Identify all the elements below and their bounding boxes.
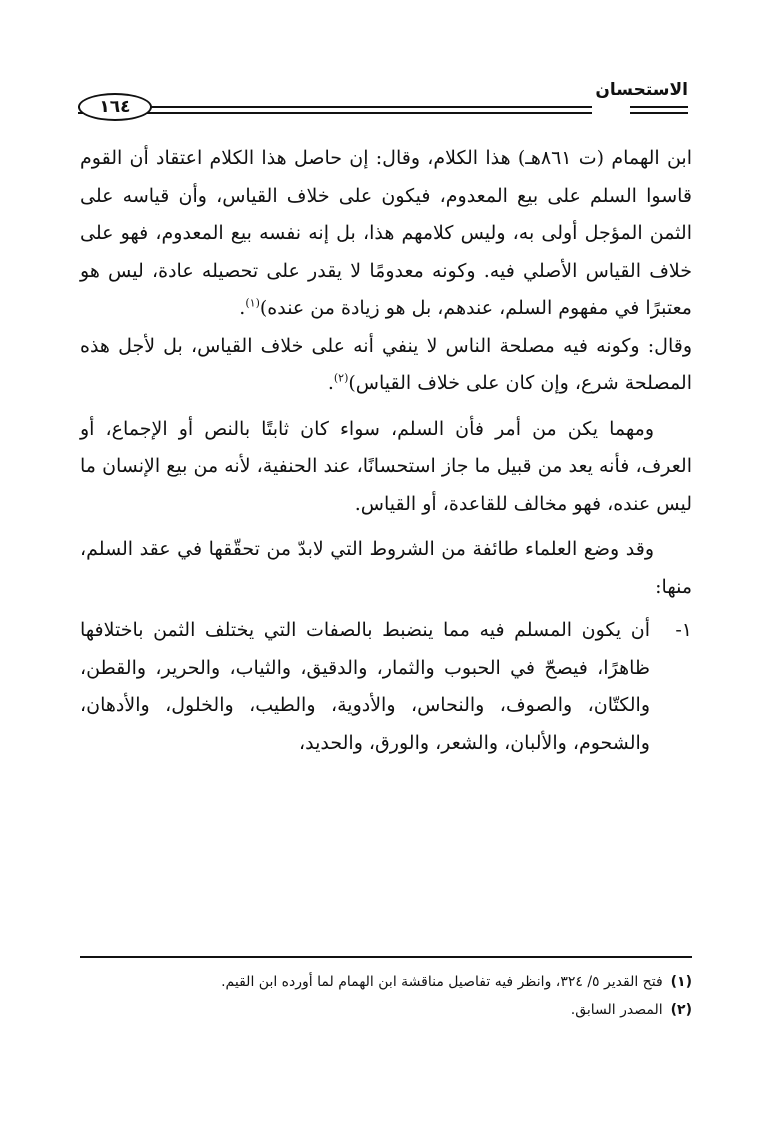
footnote-divider bbox=[80, 956, 692, 958]
header-rule bbox=[78, 106, 592, 108]
list-item-number: ١- bbox=[675, 619, 692, 641]
header-rule bbox=[78, 112, 592, 114]
footnote bbox=[80, 968, 692, 996]
paragraph-1 bbox=[80, 140, 692, 328]
page-header bbox=[78, 80, 688, 126]
paragraph-4: وقد وضع العلماء طائفة من الشروط التي لابدّ من تحقّقها في عقد السلم، منها: bbox=[80, 538, 692, 598]
paragraph-3: ومهما يكن من أمر فأن السلم، سواء كان ثابتًا بالنص أو الإجماع، أو العرف، فأنه يعد من قبيل ما جاز استحسانًا، عند الحنفية، لأنه من بيع الإنسان ما ليس عنده، فهو مخالف للقاعدة، أو القياس. bbox=[80, 417, 692, 515]
paragraph-end: . bbox=[327, 372, 334, 394]
footnote-text: فتح القدير ٥/ ٣٢٤، وانظر فيه تفاصيل مناقشة ابن الهمام لما أورده ابن القيم. bbox=[221, 974, 663, 990]
list-item-text: أن يكون المسلم فيه مما ينضبط بالصفات التي يختلف الثمن باختلافها ظاهرًا، فيصحّ في الحبوب والثمار، والدقيق، والثياب، والحرير، والقطن، والكتّان، والصوف، والنحاس، والأدوية، والطيب، والخلول، والأدهان، والشحوم، والألبان، والشعر، والورق، والحديد، bbox=[80, 619, 650, 754]
page-number: ١٦٤ bbox=[78, 93, 152, 121]
footnote-ref[interactable]: (٢) bbox=[333, 371, 349, 385]
paragraph-text: ابن الهمام (ت ٨٦١هـ) هذا الكلام، وقال: إن حاصل هذا الكلام اعتقاد أن القوم قاسوا السلم على بيع المعدوم، فيكون على خلاف القياس، وأن قياسه على الثمن المؤجل أولى به، وليس كلامهم هذا، بل إنه نفسه بيع المعدوم، فهو على خلاف القياس الأصلي فيه. وكونه معدومًا لا يقدر على تحصيله عادة، ليس هو معتبرًا في مفهوم السلم، عندهم، بل هو زيادة من عنده) bbox=[80, 147, 693, 319]
header-rule bbox=[630, 112, 688, 114]
paragraph-end: . bbox=[239, 297, 246, 319]
footnote bbox=[80, 996, 692, 1024]
main-text bbox=[80, 140, 692, 762]
paragraph-text: وقال: وكونه فيه مصلحة الناس لا ينفي أنه على خلاف القياس، بل لأجل هذه المصلحة شرع، وإن كان على خلاف القياس) bbox=[80, 334, 692, 394]
paragraph-2 bbox=[80, 328, 692, 403]
footnote-number: (٢) bbox=[670, 1002, 692, 1018]
footnotes bbox=[80, 968, 692, 1024]
list-item bbox=[80, 612, 692, 762]
header-rule bbox=[630, 106, 688, 108]
footnote-ref[interactable]: (١) bbox=[245, 296, 260, 310]
footnote-number: (١) bbox=[670, 974, 692, 990]
footnote-text: المصدر السابق. bbox=[570, 1002, 663, 1018]
running-title: الاستحسان bbox=[595, 80, 688, 100]
